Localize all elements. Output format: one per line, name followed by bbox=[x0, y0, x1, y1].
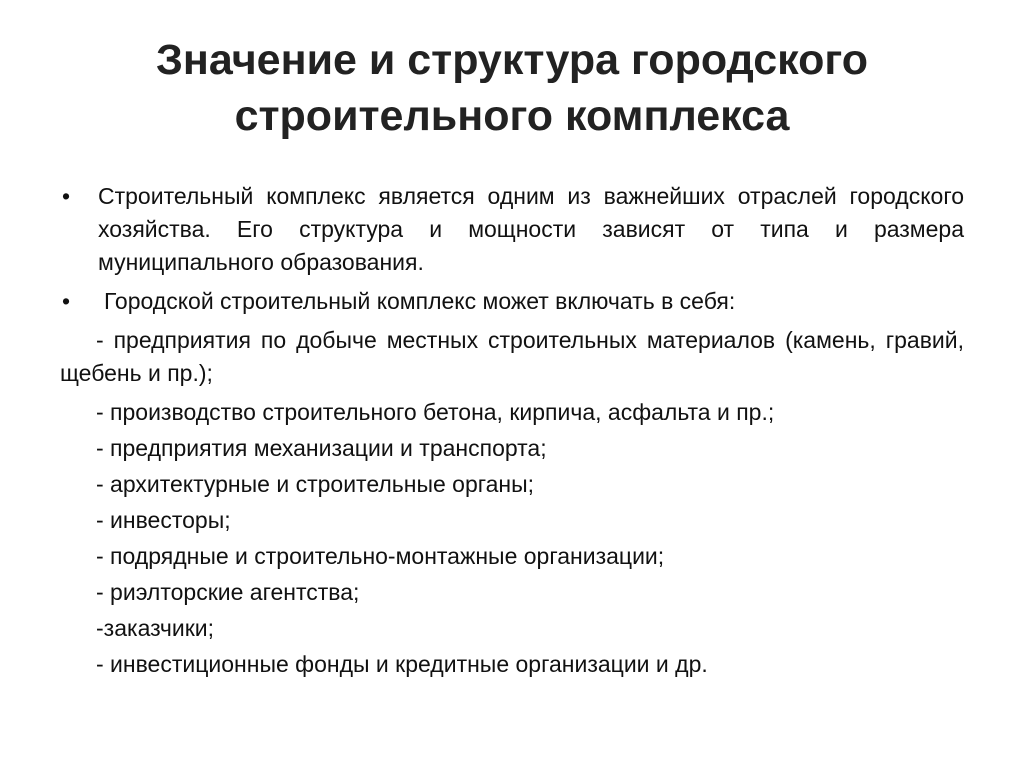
bullet-text: Городской строительный комплекс может включать в себя: bbox=[104, 288, 736, 314]
list-item: - предприятия механизации и транспорта; bbox=[96, 435, 547, 461]
list-item: - производство строительного бетона, кирпича, асфальта и пр.; bbox=[96, 399, 775, 425]
bullet-text: Строительный комплекс является одним из важнейших отраслей городского хозяйства. Его структура и мощности зависят от типа и размера муниципального образования. bbox=[98, 183, 964, 275]
list-item: - инвестиционные фонды и кредитные организации и др. bbox=[96, 651, 708, 677]
slide-title bbox=[60, 32, 964, 144]
list-item: - предприятия по добыче местных строительных материалов (камень, гравий, щебень и пр.); bbox=[60, 327, 964, 386]
list-item: - подрядные и строительно-монтажные организации; bbox=[96, 543, 665, 569]
bullet-marker: • bbox=[62, 288, 71, 314]
bullet-item bbox=[60, 285, 964, 318]
slide-title-line-2: строительного комплекса bbox=[234, 92, 790, 140]
list-item: -заказчики; bbox=[96, 615, 215, 641]
bullet-marker: • bbox=[62, 183, 71, 209]
slide-title-line-1: Значение и структура городского bbox=[155, 36, 869, 84]
slide-body bbox=[60, 180, 964, 682]
list-item: - риэлторские агентства; bbox=[96, 579, 360, 605]
bullet-item bbox=[60, 180, 964, 279]
list-item: - архитектурные и строительные органы; bbox=[96, 471, 535, 497]
list-item: - инвесторы; bbox=[96, 507, 231, 533]
